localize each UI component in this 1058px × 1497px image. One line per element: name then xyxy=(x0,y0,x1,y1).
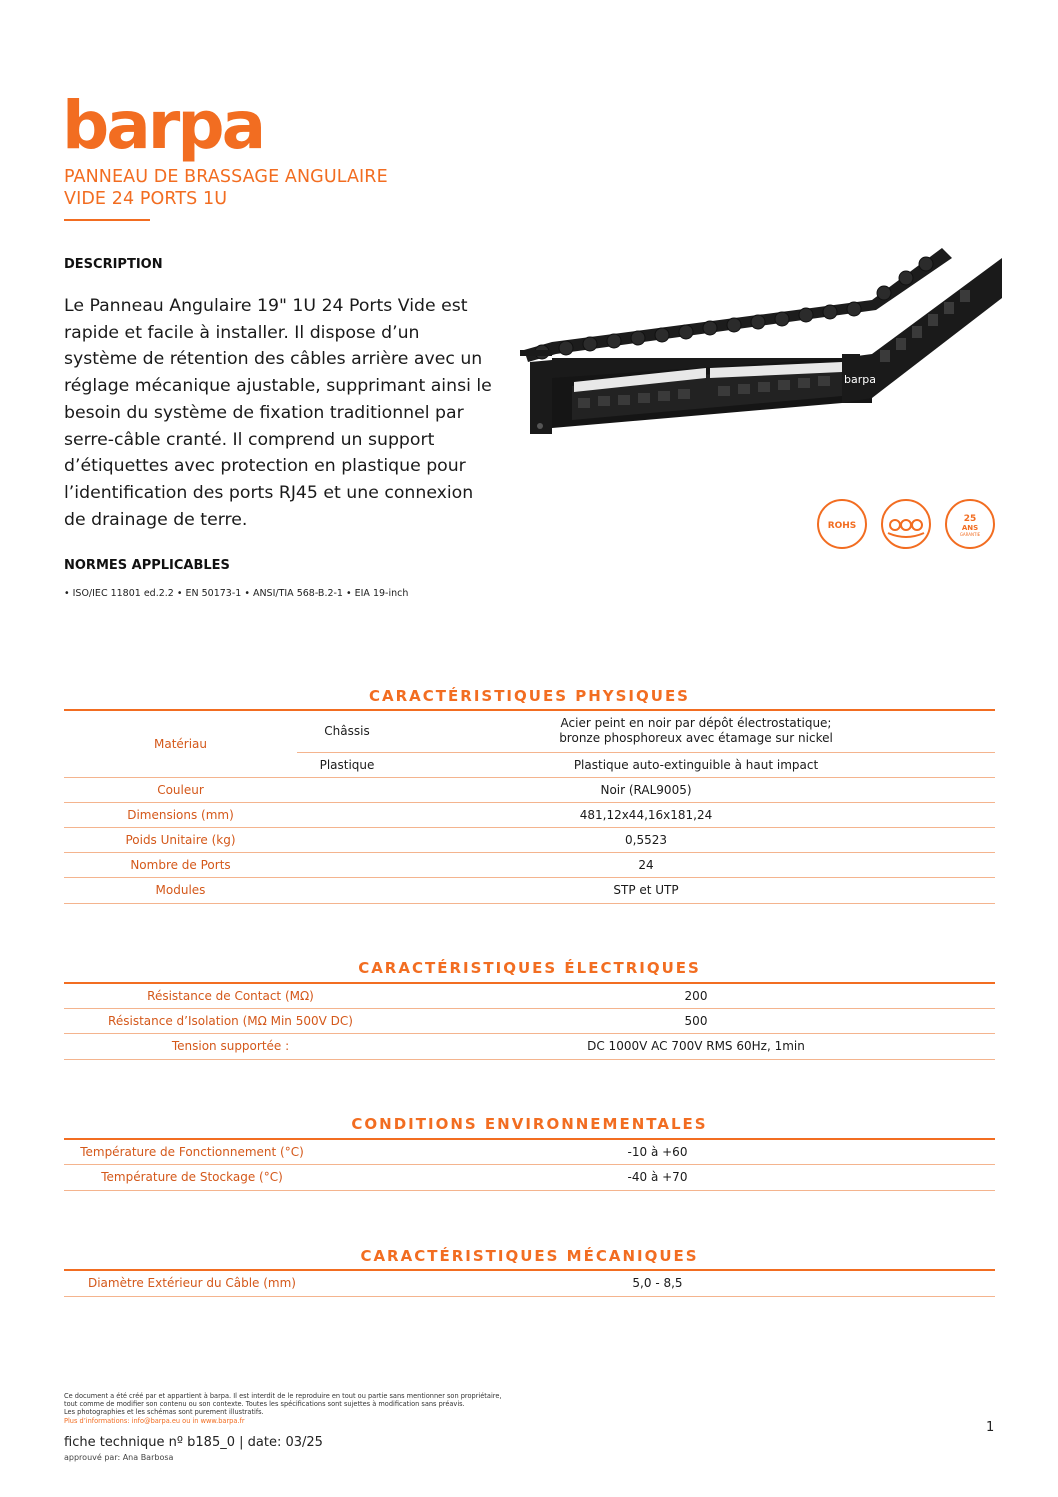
approved-by: approuvé par: Ana Barbosa xyxy=(64,1453,174,1462)
svg-text:barpa: barpa xyxy=(62,96,264,164)
title-underline xyxy=(64,219,150,221)
row-label: Résistance d’Isolation (MΩ Min 500V DC) xyxy=(64,1008,397,1033)
svg-text:barpa: barpa xyxy=(844,373,876,386)
document-title xyxy=(64,166,388,210)
environment-section-title: CONDITIONS ENVIRONNEMENTALES xyxy=(351,1115,708,1133)
norms-heading: NORMES APPLICABLES xyxy=(64,558,230,573)
plastic-value: Plastique auto-extinguible à haut impact xyxy=(397,752,995,777)
table-row xyxy=(64,1139,995,1164)
table-row xyxy=(64,1008,995,1033)
svg-text:25: 25 xyxy=(963,514,977,524)
row-value: STP et UTP xyxy=(297,877,995,903)
row-label: Tension supportée : xyxy=(64,1033,397,1059)
table-row xyxy=(64,777,995,802)
electrical-table xyxy=(64,982,995,1060)
row-label: Dimensions (mm) xyxy=(64,802,297,827)
chassis-label: Châssis xyxy=(297,710,397,752)
table-row xyxy=(64,1033,995,1059)
row-value: 500 xyxy=(397,1008,995,1033)
table-row xyxy=(64,1164,995,1190)
environment-table xyxy=(64,1138,995,1191)
warranty-25-years-icon xyxy=(946,500,994,548)
plastic-label: Plastique xyxy=(297,752,397,777)
mechanical-section-title: CARACTÉRISTIQUES MÉCANIQUES xyxy=(360,1247,699,1265)
table-row xyxy=(64,852,995,877)
physical-section-title: CARACTÉRISTIQUES PHYSIQUES xyxy=(369,687,690,705)
mechanical-table xyxy=(64,1269,995,1297)
title-line-2: VIDE 24 PORTS 1U xyxy=(64,189,228,209)
table-row xyxy=(64,1270,995,1296)
norms-list: • ISO/IEC 11801 ed.2.2 • EN 50173-1 • ANSI/TIA 568-B.2-1 • EIA 19-inch xyxy=(64,588,409,599)
row-label: Diamètre Extérieur du Câble (mm) xyxy=(64,1270,320,1296)
chassis-value: Acier peint en noir par dépôt électrostatique; bronze phosphoreux avec étamage sur nickel xyxy=(397,710,995,752)
row-label: Couleur xyxy=(64,777,297,802)
table-row xyxy=(64,877,995,903)
legal-line: tout comme de modifier son contenu ou son contexte. Toutes les spécifications sont sujettes à modification sans préavis. xyxy=(64,1400,465,1409)
row-label: Poids Unitaire (kg) xyxy=(64,827,297,852)
sheet-reference: fiche technique nº b185_0 | date: 03/25 xyxy=(64,1435,323,1450)
table-row xyxy=(64,802,995,827)
legal-line: Les photographies et les schémas sont purement illustratifs. xyxy=(64,1408,264,1417)
svg-text:ANS: ANS xyxy=(961,524,979,532)
recycling-icon xyxy=(882,500,930,548)
description-heading: DESCRIPTION xyxy=(64,257,163,272)
material-label: Matériau xyxy=(64,710,297,777)
row-value: Noir (RAL9005) xyxy=(297,777,995,802)
legal-line: Ce document a été créé par et appartient à barpa. Il est interdit de le reproduire en tout ou partie sans mentionner son propriétaire, xyxy=(64,1392,502,1400)
row-value: 481,12x44,16x181,24 xyxy=(297,802,995,827)
row-value: 24 xyxy=(297,852,995,877)
table-row xyxy=(64,710,995,752)
page-number: 1 xyxy=(986,1420,995,1435)
row-value: -10 à +60 xyxy=(320,1139,995,1164)
contact-info-link[interactable]: Plus d’informations: info@barpa.eu ou in www.barpa.fr xyxy=(64,1416,245,1425)
patch-panel-image xyxy=(512,238,1012,448)
physical-table xyxy=(64,709,995,904)
table-row xyxy=(64,827,995,852)
barpa-logo xyxy=(62,96,290,166)
row-label: Résistance de Contact (MΩ) xyxy=(64,983,397,1008)
row-value: DC 1000V AC 700V RMS 60Hz, 1min xyxy=(397,1033,995,1059)
row-value: 5,0 - 8,5 xyxy=(320,1270,995,1296)
description-text: Le Panneau Angulaire 19" 1U 24 Ports Vide est rapide et facile à installer. Il dispose d’un système de rétention des câbles arrière avec un réglage mécanique ajustable, supprimant ainsi le besoin du système de fixation traditionnel par serre-câble cranté. Il comprend un support d’étiquettes avec protection en plastique pour l’identification des ports RJ45 et une connexion de drainage de terre. xyxy=(64,296,492,530)
legal-notice xyxy=(64,1392,534,1425)
rohs-icon xyxy=(818,500,866,548)
row-value: 200 xyxy=(397,983,995,1008)
table-row xyxy=(64,983,995,1008)
row-value: 0,5523 xyxy=(297,827,995,852)
svg-text:GARANTIE: GARANTIE xyxy=(959,532,981,537)
row-label: Nombre de Ports xyxy=(64,852,297,877)
electrical-section-title: CARACTÉRISTIQUES ÉLECTRIQUES xyxy=(358,959,701,977)
row-value: -40 à +70 xyxy=(320,1164,995,1190)
title-line-1: PANNEAU DE BRASSAGE ANGULAIRE xyxy=(64,167,388,187)
row-label: Modules xyxy=(64,877,297,903)
certification-badges xyxy=(816,497,1000,553)
svg-text:ROHS: ROHS xyxy=(827,521,857,531)
row-label: Température de Fonctionnement (°C) xyxy=(64,1139,320,1164)
row-label: Température de Stockage (°C) xyxy=(64,1164,320,1190)
